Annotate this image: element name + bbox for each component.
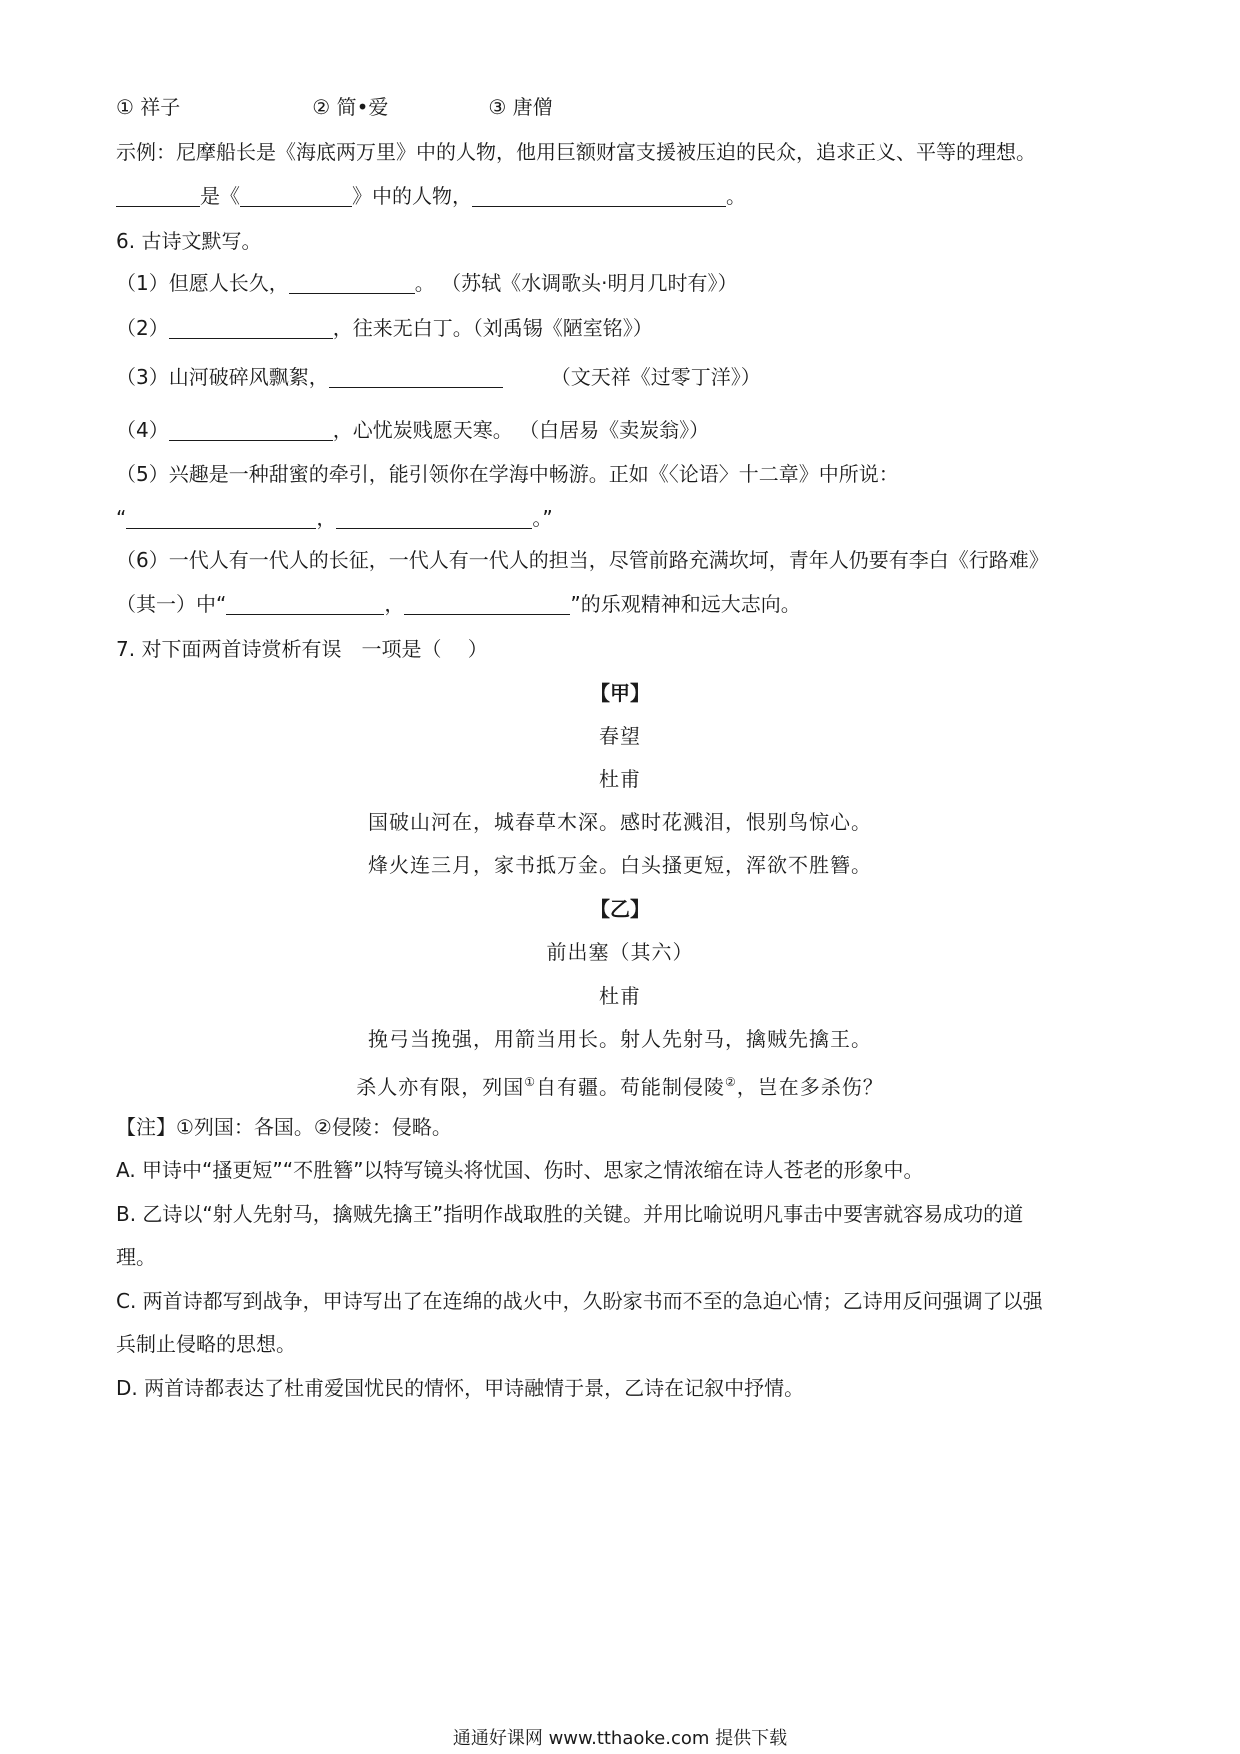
- q6-item-3: [116, 364, 1126, 390]
- q6-item-4: [116, 417, 1126, 443]
- q6-item-2-prefix: （2）: [116, 316, 169, 340]
- q6-item-6-blanks: [116, 591, 1126, 617]
- q7-option-a: A. 甲诗中“搔更短”“不胜簪”以特写镜头将忧国、伤时、思家之情浓缩在诗人苍老的形象中。: [116, 1158, 924, 1182]
- q6-item-2: [116, 315, 1126, 341]
- q5-example: 示例：尼摩船长是《海底两万里》中的人物，他用巨额财富支援被压迫的民众，追求正义、平等的理想。: [116, 140, 1036, 164]
- page-footer: 通通好课网 www.tthaoke.com 提供下载: [452, 1728, 788, 1749]
- q5-option-1: ① 祥子: [116, 95, 181, 119]
- q5-option-3: ③ 唐僧: [488, 95, 553, 119]
- q6-item-6-comma: ，: [384, 592, 405, 616]
- q6-item-6-prefix: （其一）中“: [116, 592, 227, 616]
- q5-template-text-3: 。: [726, 184, 746, 208]
- q5-blank-book[interactable]: [240, 186, 352, 207]
- poem-b-line-2-part-2: 自有疆。苟能制侵陵: [536, 1075, 725, 1099]
- q6-item-4-prefix: （4）: [116, 418, 169, 442]
- q7-option-c-line-2: 兵制止侵略的思想。: [116, 1332, 296, 1356]
- q6-title: 6. 古诗文默写。: [116, 229, 262, 253]
- q6-item-1-suffix: 。 （苏轼《水调歌头·明月几时有》）: [414, 271, 738, 295]
- q5-blank-description[interactable]: [472, 186, 726, 207]
- q5-options: [116, 94, 1126, 120]
- q6-item-1-blank[interactable]: [289, 273, 415, 294]
- q5-template: [116, 183, 1126, 209]
- poem-b-line-2-part-3: ，岂在多杀伤？: [736, 1075, 884, 1099]
- q5-option-2: ② 简•爱: [312, 95, 389, 119]
- q6-item-2-suffix: ，往来无白丁。（刘禹锡《陋室铭》）: [332, 316, 653, 340]
- q7-option-b-line-2: 理。: [116, 1245, 156, 1269]
- q6-item-1-prefix: （1）但愿人长久，: [116, 271, 289, 295]
- q6-item-4-blank[interactable]: [169, 420, 333, 441]
- q5-blank-character[interactable]: [116, 186, 200, 207]
- q6-item-5-comma: ，: [316, 506, 337, 530]
- q6-item-1: [116, 270, 1126, 296]
- q7-note: 【注】①列国：各国。②侵陵：侵略。: [116, 1115, 452, 1139]
- q6-item-5-blank-2[interactable]: [336, 508, 532, 529]
- q6-item-6-suffix: ”的乐观精神和远大志向。: [570, 592, 801, 616]
- q5-template-text-1: 是《: [200, 184, 240, 208]
- poem-b-label: 【乙】: [590, 897, 650, 921]
- poem-b-line-2: [0, 1069, 1240, 1100]
- q6-item-5-text: （5）兴趣是一种甜蜜的牵引，能引领你在学海中畅游。正如《〈论语〉十二章》中所说：: [116, 462, 899, 486]
- q6-item-3-prefix: （3）山河破碎风飘絮，: [116, 365, 329, 389]
- q6-item-6-blank-1[interactable]: [226, 594, 384, 615]
- poem-a-author: 杜甫: [599, 767, 641, 791]
- q6-item-6-blank-2[interactable]: [404, 594, 570, 615]
- poem-a-line-1: 国破山河在，城春草木深。感时花溅泪，恨别鸟惊心。: [368, 810, 872, 834]
- q6-item-6-text: （6）一代人有一代人的长征，一代人有一代人的担当，尽管前路充满坎坷，青年人仍要有李白《行路难》: [116, 548, 1049, 572]
- poem-b-author: 杜甫: [599, 984, 641, 1008]
- poem-b-line-1: 挽弓当挽强，用箭当用长。射人先射马，擒贼先擒王。: [368, 1027, 872, 1051]
- q7-title: 7. 对下面两首诗赏析有误 一项是（ ）: [116, 637, 488, 661]
- q6-item-3-suffix: （文天祥《过零丁洋》）: [550, 365, 761, 389]
- q6-item-4-suffix: ，心忧炭贱愿天寒。 （白居易《卖炭翁》）: [332, 418, 710, 442]
- poem-a-label: 【甲】: [590, 681, 650, 705]
- q6-item-3-blank[interactable]: [329, 367, 503, 388]
- poem-b-line-2-part-1: 杀人亦有限，列国: [356, 1075, 525, 1099]
- q6-item-2-blank[interactable]: [169, 318, 333, 339]
- poem-b-title: 前出塞（其六）: [546, 940, 694, 964]
- footnote-marker-2: ②: [725, 1075, 737, 1089]
- q6-item-5-close-quote: 。”: [532, 506, 553, 530]
- poem-a-title: 春望: [599, 724, 641, 748]
- q7-option-b-line-1: B. 乙诗以“射人先射马，擒贼先擒王”指明作战取胜的关键。并用比喻说明凡事击中要害就容易成功的道: [116, 1202, 1024, 1226]
- q7-option-c-line-1: C. 两首诗都写到战争，甲诗写出了在连绵的战火中，久盼家书而不至的急迫心情；乙诗用反问强调了以强: [116, 1289, 1043, 1313]
- q7-option-d: D. 两首诗都表达了杜甫爱国忧民的情怀，甲诗融情于景，乙诗在记叙中抒情。: [116, 1376, 805, 1400]
- q6-item-5-blanks: [116, 505, 1126, 531]
- q5-template-text-2: 》中的人物，: [352, 184, 472, 208]
- poem-a-line-2: 烽火连三月，家书抵万金。白头搔更短，浑欲不胜簪。: [368, 853, 872, 877]
- footnote-marker-1: ①: [524, 1075, 536, 1089]
- q6-item-5-open-quote: “: [116, 506, 127, 530]
- q6-item-5-blank-1[interactable]: [126, 508, 316, 529]
